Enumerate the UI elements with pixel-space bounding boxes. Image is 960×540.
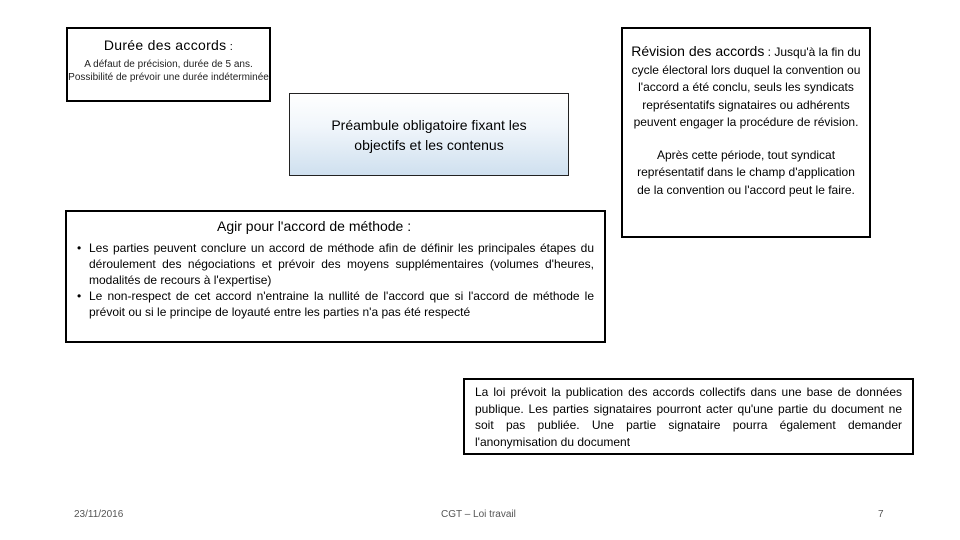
methode-bullet-list <box>67 240 604 320</box>
duree-title-colon: : <box>226 41 234 53</box>
methode-bullet-2-text: Le non-respect de cet accord n'entraine la nullité de l'accord que si l'accord de méthode le prévoit ou si le principe de loyauté entre les parties n'a pas été respecté <box>89 289 594 319</box>
methode-bullet-2 <box>77 288 594 320</box>
duree-title-text: Durée des accords <box>103 37 227 53</box>
duree-title <box>68 37 269 53</box>
duree-body: A défaut de précision, durée de 5 ans. Possibilité de prévoir une durée indéterminée <box>68 59 269 83</box>
revision-title: Révision des accords <box>631 43 765 59</box>
preambule-text: Préambule obligatoire fixant les objectifs et les contenus <box>331 116 527 153</box>
duree-accords-box <box>66 27 271 102</box>
methode-bullet-1 <box>77 240 594 288</box>
revision-paragraph-1 <box>623 43 869 132</box>
footer-page-number: 7 <box>878 509 884 520</box>
preambule-box <box>289 93 569 176</box>
revision-accords-box <box>621 27 871 238</box>
methode-title: Agir pour l'accord de méthode : <box>217 218 412 234</box>
bullet-icon: • <box>77 289 82 303</box>
publication-text: La loi prévoit la publication des accords collectifs dans une base de données publique. Les parties signataires pourront acter qu'une partie du document ne soit pas publiée. Une partie signataire pourra également demander l'anonymisation du document <box>475 385 902 449</box>
footer-date: 23/11/2016 <box>74 509 124 520</box>
methode-bullet-1-text: Les parties peuvent conclure un accord de méthode afin de définir les principales étapes du déroulement des négociations et prévoir des moyens supplémentaires (volumes d'heures, modalités de recours à l'expertise) <box>89 241 594 287</box>
bullet-icon: • <box>77 241 82 255</box>
revision-text-1: : Jusqu'à la fin du cycle électoral lors duquel la convention ou l'accord a été conclu, seuls les syndicats représentatifs signataires ou adhérents peuvent engager la procédure de révision. <box>631 45 861 129</box>
footer-title: CGT – Loi travail <box>441 509 516 520</box>
accord-methode-box <box>65 210 606 343</box>
publication-box <box>463 378 914 455</box>
revision-paragraph-2: Après cette période, tout syndicat représentatif dans le champ d'application de la convention ou l'accord peut le faire. <box>637 147 855 197</box>
